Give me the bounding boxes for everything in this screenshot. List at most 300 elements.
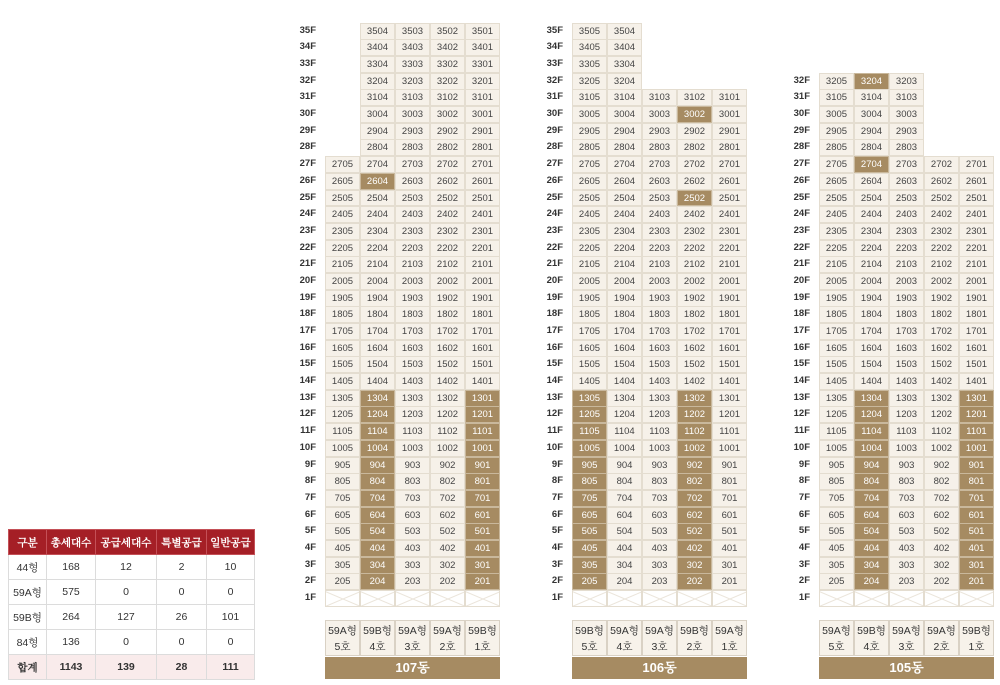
floor-label: 18F [793, 308, 810, 320]
empty-unit-cell [924, 590, 959, 607]
floor-label: 34F [546, 41, 563, 53]
floor-label: 10F [299, 441, 316, 453]
unit-cell: 2502 [430, 190, 465, 207]
unit-cell: 1003 [642, 440, 677, 457]
floor-label: 6F [798, 508, 810, 520]
unit-cell: 1901 [959, 290, 994, 307]
unit-cell: 1605 [819, 340, 854, 357]
unit-cell: 1502 [924, 356, 959, 373]
supply-unit-cell: 1005 [572, 440, 607, 457]
supply-unit-cell: 1105 [572, 423, 607, 440]
unit-cell: 2503 [889, 190, 924, 207]
table-cell: 101 [207, 605, 255, 630]
unit-cell: 2901 [465, 123, 500, 140]
empty-unit-cell [325, 590, 360, 607]
unit-cell: 2701 [959, 156, 994, 173]
unit-cell: 2704 [360, 156, 395, 173]
unit-cell: 2205 [325, 240, 360, 257]
floor-label: 32F [793, 74, 810, 86]
unit-line-number: 2호 [933, 641, 950, 653]
supply-unit-cell: 201 [465, 573, 500, 590]
unit-cell: 1903 [889, 290, 924, 307]
unit-cell: 1903 [395, 290, 430, 307]
unit-line-number: 2호 [686, 641, 703, 653]
unit-cell: 2904 [854, 123, 889, 140]
unit-cell: 2101 [959, 256, 994, 273]
unit-type-label [395, 620, 430, 656]
unit-cell: 405 [819, 540, 854, 557]
unit-cell: 605 [819, 507, 854, 524]
unit-cell: 605 [325, 507, 360, 524]
unit-cell: 803 [889, 473, 924, 490]
unit-cell: 305 [325, 557, 360, 574]
unit-type: 59A형 [927, 625, 956, 637]
unit-cell: 1001 [712, 440, 747, 457]
unit-cell: 2003 [395, 273, 430, 290]
unit-cell: 2403 [395, 206, 430, 223]
floor-label: 9F [551, 458, 563, 470]
unit-cell: 1403 [395, 373, 430, 390]
unit-cell: 1801 [465, 306, 500, 323]
unit-line-number: 4호 [616, 641, 633, 653]
unit-cell: 502 [430, 523, 465, 540]
supply-unit-cell: 2604 [360, 173, 395, 190]
unit-cell: 301 [712, 557, 747, 574]
unit-cell: 703 [889, 490, 924, 507]
unit-cell: 2105 [572, 256, 607, 273]
unit-cell: 1505 [325, 356, 360, 373]
unit-cell: 3102 [677, 89, 712, 106]
unit-cell: 2804 [607, 139, 642, 156]
unit-line-number: 2호 [439, 641, 456, 653]
unit-cell: 1102 [430, 423, 465, 440]
floor-label: 1F [551, 592, 563, 604]
floor-label: 11F [300, 425, 316, 437]
unit-cell: 1905 [325, 290, 360, 307]
unit-type-label [712, 620, 747, 656]
unit-type-label [677, 620, 712, 656]
floor-label: 5F [798, 525, 810, 537]
table-row [9, 630, 255, 655]
unit-cell: 1301 [712, 390, 747, 407]
unit-cell: 3002 [430, 106, 465, 123]
floor-label: 25F [793, 191, 810, 203]
unit-cell: 401 [712, 540, 747, 557]
unit-cell: 3404 [360, 39, 395, 56]
unit-cell: 2104 [607, 256, 642, 273]
unit-cell: 503 [642, 523, 677, 540]
table-cell: 0 [157, 630, 207, 655]
unit-cell: 2404 [854, 206, 889, 223]
unit-cell: 2002 [924, 273, 959, 290]
empty-unit-cell [712, 590, 747, 607]
unit-cell: 705 [819, 490, 854, 507]
unit-cell: 1803 [642, 306, 677, 323]
table-cell: 139 [96, 655, 157, 680]
unit-cell: 1904 [360, 290, 395, 307]
unit-cell: 3001 [465, 106, 500, 123]
unit-cell: 3101 [465, 89, 500, 106]
floor-label: 35F [299, 24, 316, 36]
unit-line-number: 1호 [474, 641, 491, 653]
unit-cell: 2705 [819, 156, 854, 173]
unit-type: 59B형 [680, 625, 709, 637]
floor-label: 13F [546, 391, 563, 403]
unit-cell: 2405 [572, 206, 607, 223]
floor-label: 17F [546, 325, 563, 337]
unit-cell: 2903 [395, 123, 430, 140]
floor-label: 21F [793, 258, 810, 270]
unit-cell: 2703 [395, 156, 430, 173]
unit-cell: 1805 [572, 306, 607, 323]
unit-cell: 1905 [819, 290, 854, 307]
unit-cell: 1501 [712, 356, 747, 373]
unit-cell: 2802 [430, 139, 465, 156]
unit-cell: 2005 [572, 273, 607, 290]
unit-cell: 3502 [430, 23, 465, 40]
unit-cell: 405 [325, 540, 360, 557]
unit-cell: 905 [819, 457, 854, 474]
unit-type-label [572, 620, 607, 656]
floor-label: 15F [546, 358, 563, 370]
unit-cell: 1504 [607, 356, 642, 373]
table-row [9, 605, 255, 630]
floor-label: 22F [546, 241, 563, 253]
table-cell: 127 [96, 605, 157, 630]
floor-label: 27F [546, 158, 563, 170]
unit-cell: 402 [924, 540, 959, 557]
unit-cell: 2101 [712, 256, 747, 273]
floor-label: 15F [299, 358, 316, 370]
unit-cell: 303 [889, 557, 924, 574]
unit-cell: 603 [889, 507, 924, 524]
supply-unit-cell: 404 [360, 540, 395, 557]
floor-label: 20F [546, 274, 563, 286]
unit-cell: 1402 [430, 373, 465, 390]
unit-line-number: 4호 [863, 641, 880, 653]
supply-unit-cell: 602 [677, 507, 712, 524]
unit-type: 59B형 [468, 625, 497, 637]
supply-unit-cell: 605 [572, 507, 607, 524]
unit-cell: 2001 [465, 273, 500, 290]
unit-cell: 3203 [889, 73, 924, 90]
unit-type: 59A형 [610, 625, 639, 637]
supply-unit-cell: 701 [959, 490, 994, 507]
floor-label: 14F [793, 375, 810, 387]
floor-label: 25F [299, 191, 316, 203]
unit-cell: 1203 [889, 406, 924, 423]
unit-cell: 903 [642, 457, 677, 474]
unit-cell: 3005 [819, 106, 854, 123]
unit-cell: 703 [395, 490, 430, 507]
table-cell: 44형 [9, 555, 47, 580]
supply-unit-cell: 802 [677, 473, 712, 490]
unit-cell: 1401 [959, 373, 994, 390]
unit-cell: 303 [395, 557, 430, 574]
floor-label: 12F [546, 408, 563, 420]
supply-unit-cell: 201 [959, 573, 994, 590]
empty-unit-cell [607, 590, 642, 607]
unit-cell: 1201 [712, 406, 747, 423]
supply-unit-cell: 304 [360, 557, 395, 574]
unit-cell: 2102 [430, 256, 465, 273]
unit-cell: 1403 [889, 373, 924, 390]
unit-cell: 404 [607, 540, 642, 557]
unit-cell: 2203 [395, 240, 430, 257]
floor-label: 24F [546, 208, 563, 220]
unit-cell: 904 [607, 457, 642, 474]
unit-cell: 3302 [430, 56, 465, 73]
unit-cell: 2302 [430, 223, 465, 240]
unit-cell: 3504 [607, 23, 642, 40]
unit-cell: 803 [395, 473, 430, 490]
empty-unit-cell [889, 590, 924, 607]
floor-label: 7F [551, 491, 563, 503]
table-cell: 264 [47, 605, 96, 630]
unit-cell: 2804 [360, 139, 395, 156]
unit-cell: 2603 [889, 173, 924, 190]
floor-label: 5F [551, 525, 563, 537]
unit-cell: 1504 [854, 356, 889, 373]
unit-type: 59A형 [433, 625, 462, 637]
empty-unit-cell [959, 590, 994, 607]
unit-cell: 2401 [465, 206, 500, 223]
floor-label: 10F [793, 441, 810, 453]
unit-cell: 2104 [360, 256, 395, 273]
table-row [9, 555, 255, 580]
unit-cell: 801 [712, 473, 747, 490]
floor-label: 11F [547, 425, 563, 437]
unit-line-number: 5호 [828, 641, 845, 653]
unit-cell: 2305 [572, 223, 607, 240]
unit-cell: 1103 [642, 423, 677, 440]
unit-cell: 1802 [924, 306, 959, 323]
unit-cell: 402 [430, 540, 465, 557]
unit-type-label [889, 620, 924, 656]
unit-cell: 2502 [924, 190, 959, 207]
floor-label: 7F [304, 491, 316, 503]
unit-cell: 902 [924, 457, 959, 474]
floor-label: 8F [551, 475, 563, 487]
unit-cell: 2505 [572, 190, 607, 207]
unit-cell: 2501 [465, 190, 500, 207]
unit-type: 59A형 [398, 625, 427, 637]
unit-cell: 1405 [572, 373, 607, 390]
unit-cell: 2103 [395, 256, 430, 273]
unit-line-number: 3호 [404, 641, 421, 653]
unit-cell: 1302 [430, 390, 465, 407]
supply-unit-cell: 604 [360, 507, 395, 524]
table-cell: 59A형 [9, 580, 47, 605]
supply-unit-cell: 805 [572, 473, 607, 490]
unit-cell: 1704 [607, 323, 642, 340]
unit-cell: 1102 [924, 423, 959, 440]
unit-cell: 2902 [430, 123, 465, 140]
unit-cell: 1401 [465, 373, 500, 390]
unit-cell: 1701 [712, 323, 747, 340]
unit-cell: 805 [819, 473, 854, 490]
unit-cell: 1103 [395, 423, 430, 440]
supply-unit-cell: 704 [360, 490, 395, 507]
unit-cell: 202 [430, 573, 465, 590]
floor-label: 21F [546, 258, 563, 270]
supply-unit-cell: 405 [572, 540, 607, 557]
unit-cell: 2503 [642, 190, 677, 207]
unit-cell: 1803 [889, 306, 924, 323]
unit-cell: 1904 [854, 290, 889, 307]
unit-cell: 3301 [465, 56, 500, 73]
unit-cell: 1101 [712, 423, 747, 440]
supply-unit-cell: 404 [854, 540, 889, 557]
unit-type-label [924, 620, 959, 656]
unit-cell: 1105 [819, 423, 854, 440]
unit-cell: 1802 [677, 306, 712, 323]
supply-unit-cell: 904 [360, 457, 395, 474]
unit-cell: 1501 [959, 356, 994, 373]
unit-cell: 1502 [430, 356, 465, 373]
unit-cell: 2301 [465, 223, 500, 240]
empty-unit-cell [430, 590, 465, 607]
unit-cell: 1202 [924, 406, 959, 423]
unit-cell: 2602 [677, 173, 712, 190]
unit-cell: 2301 [959, 223, 994, 240]
unit-cell: 1702 [677, 323, 712, 340]
supply-unit-cell: 501 [465, 523, 500, 540]
unit-cell: 1601 [712, 340, 747, 357]
unit-cell: 2002 [677, 273, 712, 290]
floor-label: 3F [798, 558, 810, 570]
unit-cell: 502 [924, 523, 959, 540]
unit-cell: 3004 [607, 106, 642, 123]
supply-unit-cell: 1201 [465, 406, 500, 423]
unit-cell: 1901 [465, 290, 500, 307]
unit-cell: 2504 [360, 190, 395, 207]
supply-unit-cell: 704 [854, 490, 889, 507]
floor-label: 3F [551, 558, 563, 570]
floor-label: 16F [299, 341, 316, 353]
unit-cell: 1003 [889, 440, 924, 457]
table-cell: 0 [96, 630, 157, 655]
supply-unit-cell: 3002 [677, 106, 712, 123]
floor-label: 1F [304, 592, 316, 604]
unit-cell: 2204 [607, 240, 642, 257]
unit-cell: 1805 [819, 306, 854, 323]
unit-cell: 204 [607, 573, 642, 590]
unit-cell: 2304 [854, 223, 889, 240]
unit-cell: 3203 [395, 73, 430, 90]
unit-cell: 2304 [607, 223, 642, 240]
floor-label: 25F [546, 191, 563, 203]
header-general-supply: 일반공급 [207, 530, 255, 555]
table-cell: 0 [207, 580, 255, 605]
unit-cell: 2102 [677, 256, 712, 273]
empty-unit-cell [642, 590, 677, 607]
unit-cell: 504 [607, 523, 642, 540]
table-cell: 합계 [9, 655, 47, 680]
supply-unit-cell: 204 [854, 573, 889, 590]
supply-unit-cell: 505 [572, 523, 607, 540]
supply-unit-cell: 1304 [854, 390, 889, 407]
supply-unit-cell: 502 [677, 523, 712, 540]
unit-cell: 1902 [430, 290, 465, 307]
unit-cell: 1005 [325, 440, 360, 457]
unit-type-label [642, 620, 677, 656]
empty-unit-cell [395, 590, 430, 607]
unit-cell: 2202 [677, 240, 712, 257]
unit-cell: 1203 [642, 406, 677, 423]
unit-cell: 1705 [325, 323, 360, 340]
unit-type: 59A형 [328, 625, 357, 637]
table-cell: 59B형 [9, 605, 47, 630]
unit-cell: 302 [430, 557, 465, 574]
unit-cell: 1404 [854, 373, 889, 390]
unit-cell: 2203 [889, 240, 924, 257]
unit-cell: 203 [642, 573, 677, 590]
floor-label: 6F [551, 508, 563, 520]
unit-cell: 2301 [712, 223, 747, 240]
unit-cell: 2804 [854, 139, 889, 156]
unit-cell: 2702 [430, 156, 465, 173]
unit-cell: 1305 [819, 390, 854, 407]
supply-unit-cell: 204 [360, 573, 395, 590]
header-total-units: 총세대수 [47, 530, 96, 555]
unit-cell: 2004 [854, 273, 889, 290]
total-row [9, 655, 255, 680]
unit-cell: 1405 [819, 373, 854, 390]
unit-cell: 2305 [325, 223, 360, 240]
floor-label: 30F [299, 108, 316, 120]
floor-label: 20F [793, 274, 810, 286]
unit-cell: 305 [819, 557, 854, 574]
unit-type: 59B형 [857, 625, 886, 637]
floor-label: 26F [793, 174, 810, 186]
unit-cell: 2302 [677, 223, 712, 240]
supply-unit-cell: 301 [465, 557, 500, 574]
unit-cell: 1703 [642, 323, 677, 340]
unit-cell: 902 [430, 457, 465, 474]
table-cell: 2 [157, 555, 207, 580]
supply-unit-cell: 1101 [959, 423, 994, 440]
table-cell: 0 [96, 580, 157, 605]
supply-unit-cell: 801 [465, 473, 500, 490]
unit-cell: 2704 [607, 156, 642, 173]
unit-cell: 2205 [572, 240, 607, 257]
unit-cell: 2601 [712, 173, 747, 190]
unit-type-label [430, 620, 465, 656]
unit-cell: 2401 [712, 206, 747, 223]
unit-cell: 1805 [325, 306, 360, 323]
unit-cell: 601 [712, 507, 747, 524]
unit-cell: 1704 [854, 323, 889, 340]
floor-label: 18F [299, 308, 316, 320]
unit-cell: 3501 [465, 23, 500, 40]
unit-cell: 505 [819, 523, 854, 540]
unit-type-label [854, 620, 889, 656]
supply-unit-cell: 2502 [677, 190, 712, 207]
unit-cell: 2202 [924, 240, 959, 257]
floor-label: 28F [793, 141, 810, 153]
unit-cell: 1204 [607, 406, 642, 423]
unit-line-number: 3호 [898, 641, 915, 653]
supply-unit-cell: 1301 [959, 390, 994, 407]
supply-unit-cell: 1205 [572, 406, 607, 423]
unit-cell: 1604 [607, 340, 642, 357]
unit-cell: 2803 [642, 139, 677, 156]
unit-cell: 2204 [360, 240, 395, 257]
unit-cell: 1703 [395, 323, 430, 340]
unit-line-number: 4호 [369, 641, 386, 653]
unit-cell: 1604 [854, 340, 889, 357]
